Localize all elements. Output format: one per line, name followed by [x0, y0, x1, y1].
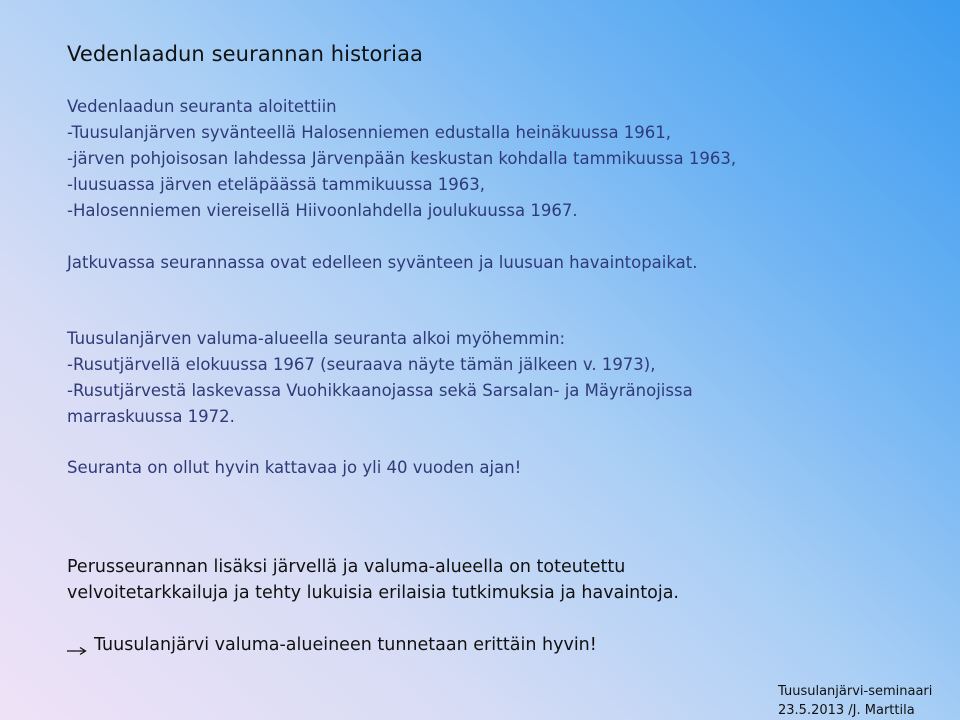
conclusion-text: Tuusulanjärvi valuma-alueineen tunnetaan erittäin hyvin!: [94, 635, 597, 655]
continuing-paragraph: [67, 250, 697, 276]
catchment-list: [67, 326, 693, 430]
list-item: Perusseurannan lisäksi järvellä ja valuma-alueella on toteutettu: [67, 557, 626, 577]
footer-event: Tuusulanjärvi-seminaari: [778, 684, 933, 699]
list-item: -Halosenniemen viereisellä Hiivoonlahdella joulukuussa 1967.: [67, 201, 578, 220]
obligation-paragraph: [67, 554, 679, 606]
list-item: -järven pohjoisosan lahdessa Järvenpään keskustan kohdalla tammikuussa 1963,: [67, 149, 737, 168]
right-arrow-icon: [67, 638, 87, 648]
list-item: Vedenlaadun seuranta aloitettiin: [67, 97, 337, 116]
footer-date-author: 23.5.2013 /J. Marttila: [778, 703, 915, 718]
list-item: -Rusutjärvestä laskevassa Vuohikkaanojassa sekä Sarsalan- ja Mäyränojissa: [67, 381, 693, 400]
list-item: marraskuussa 1972.: [67, 407, 235, 426]
summary-paragraph: [67, 455, 521, 481]
list-item: -Rusutjärvellä elokuussa 1967 (seuraava näyte tämän jälkeen v. 1973),: [67, 355, 656, 374]
list-item: -Tuusulanjärven syvänteellä Halosenniemen edustalla heinäkuussa 1961,: [67, 123, 672, 142]
slide-footer: [778, 682, 933, 720]
list-item: velvoitetarkkailuja ja tehty lukuisia erilaisia tutkimuksia ja havaintoja.: [67, 583, 679, 603]
summary-text: Seuranta on ollut hyvin kattavaa jo yli 40 vuoden ajan!: [67, 458, 522, 477]
slide-title: Vedenlaadun seurannan historiaa: [67, 42, 424, 66]
conclusion-line: [67, 632, 597, 658]
continuing-text: Jatkuvassa seurannassa ovat edelleen syvänteen ja luusuan havaintopaikat.: [67, 253, 698, 272]
list-item: -luusuassa järven eteläpäässä tammikuussa 1963,: [67, 175, 486, 194]
list-item: Tuusulanjärven valuma-alueella seuranta alkoi myöhemmin:: [67, 329, 566, 348]
monitoring-start-list: [67, 94, 736, 224]
